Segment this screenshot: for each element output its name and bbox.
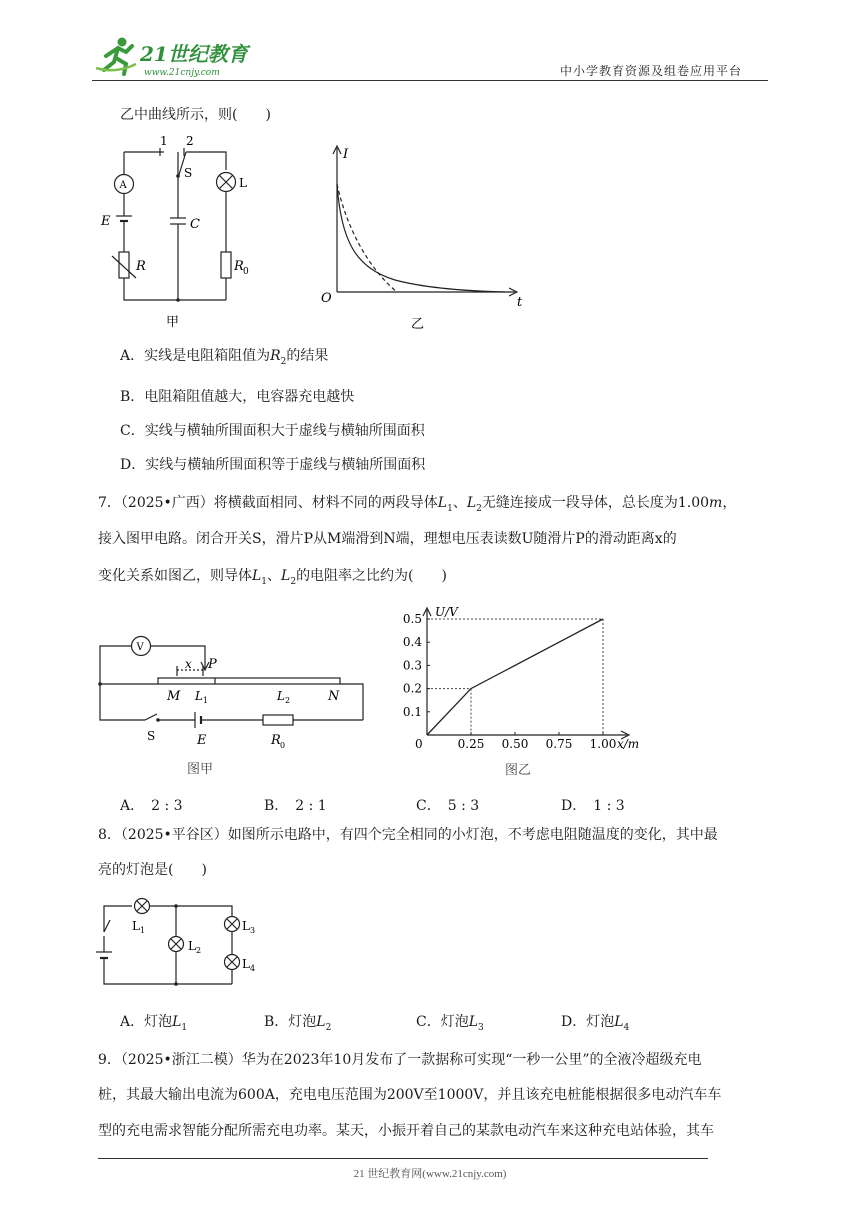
q8-circuit — [96, 892, 271, 992]
x-tick-label: 0.75 — [545, 737, 573, 751]
var-l: L — [252, 568, 262, 584]
chart-origin-label: 0 — [415, 737, 423, 751]
guide-line — [427, 619, 603, 735]
lamp-l1-label: L — [132, 919, 140, 933]
resistor-r0-sub: 0 — [280, 741, 286, 750]
i-axis-label: I — [343, 147, 349, 162]
var-l: L — [437, 495, 448, 511]
switch-label: S — [184, 166, 193, 180]
chart-xlabel: x/m — [617, 737, 640, 751]
option-text: B．灯泡 — [264, 1014, 317, 1030]
q6-option-b: B．电阻箱阻值越大，电容器充电越快 — [120, 389, 355, 405]
option-var: L — [468, 1014, 479, 1030]
q6-option-a — [120, 346, 328, 372]
footer-divider — [98, 1158, 708, 1159]
ammeter-label: A — [119, 180, 127, 191]
q7-option-c: C． 5 : 3 — [416, 798, 480, 814]
resistor-r0-subscript: 0 — [243, 267, 249, 277]
lamp-l2-sub: 2 — [196, 946, 202, 955]
q7-option-a: A． 2 : 3 — [120, 798, 183, 814]
option-sub: 3 — [478, 1022, 484, 1033]
q7-line-2: 接入图甲电路。闭合开关S，滑片P从M端滑到N端，理想电压表读数U随滑片P的滑动距离x的 — [98, 531, 677, 547]
t-axis-label: t — [517, 295, 523, 310]
var-sub: 1 — [261, 576, 268, 587]
x-tick-label: 1.00 — [589, 737, 617, 751]
rheostat-label: R — [136, 259, 146, 274]
var-sub: 2 — [476, 503, 482, 514]
figure-caption-jia: 甲 — [166, 315, 180, 330]
q8-option-d — [561, 1012, 629, 1038]
figure-caption-yi: 乙 — [411, 317, 425, 332]
chart-caption: 图乙 — [505, 763, 532, 778]
dashed-curve — [337, 184, 397, 292]
option-text: A．实线是电阻箱阻值为 — [120, 348, 271, 364]
q8-line-2: 亮的灯泡是( ) — [98, 862, 207, 878]
voltmeter-label: V — [136, 642, 144, 653]
conductor-l2-sub: 2 — [285, 696, 291, 705]
lamp-l4-sub: 4 — [250, 964, 256, 973]
q7-text: 的电阻率之比约为( ) — [296, 568, 447, 584]
distance-x-label: x — [185, 657, 192, 671]
q7-option-b: B． 2 : 1 — [264, 798, 327, 814]
switch-terminal-1: 1 — [160, 134, 168, 148]
logo-sub-text: www.21cnjy.com — [144, 68, 220, 78]
option-text: A．灯泡 — [120, 1014, 173, 1030]
option-var: L — [316, 1014, 326, 1030]
q9-line-2: 桩，其最大输出电流为600A，充电电压范围为200V至1000V，并且该充电桩能根据很多电动汽车车 — [98, 1087, 722, 1103]
option-var: L — [614, 1014, 624, 1030]
x-tick-label: 0.25 — [457, 737, 485, 751]
x-tick-label: 0.50 — [501, 737, 529, 751]
option-var: R — [270, 348, 281, 364]
var-l: L — [281, 568, 291, 584]
q8-option-c — [416, 1012, 484, 1038]
end-m-label: M — [167, 689, 181, 704]
option-sub: 2 — [325, 1022, 332, 1033]
origin-label: O — [321, 291, 332, 306]
switch-terminal-2: 2 — [186, 134, 194, 148]
lamp-l4-label: L — [242, 957, 250, 971]
q7-line-1 — [98, 493, 778, 519]
y-tick-label: 0.2 — [402, 681, 422, 696]
q7-option-d: D． 1 : 3 — [561, 798, 625, 814]
q8-option-a — [120, 1012, 187, 1038]
site-logo — [92, 34, 262, 80]
q6-circuit-jia — [98, 132, 268, 332]
unit: m — [709, 495, 723, 511]
header-divider — [92, 80, 768, 81]
q6-graph-yi — [315, 140, 535, 335]
q7-text: 无缝连接成一段导体，总长度为1.00 — [481, 495, 710, 511]
option-sub: 1 — [181, 1022, 188, 1033]
var-l: L — [466, 495, 477, 511]
var-sub: 2 — [290, 576, 297, 587]
q9-line-1: 9．（2025•浙江二模）华为在2023年10月发布了一款据称可实现“一秒一公里”的全液冷超级充电 — [98, 1052, 702, 1068]
y-tick-label: 0.5 — [402, 612, 422, 626]
var-sub: 1 — [447, 503, 453, 514]
conductor-l2-label: L — [277, 689, 285, 703]
logo-main-text: 21世纪教育 — [140, 42, 248, 66]
figure-caption-jia: 图甲 — [187, 762, 214, 777]
chart-ylabel: U/V — [435, 605, 458, 619]
lamp-l3-label: L — [242, 919, 250, 933]
lamp-l2-label: L — [188, 939, 196, 953]
lamp-l3-sub: 3 — [250, 926, 256, 935]
q6-option-c: C．实线与横轴所围面积大于虚线与横轴所围面积 — [120, 423, 425, 439]
option-text: 的结果 — [286, 348, 329, 364]
y-tick-label: 0.4 — [402, 635, 422, 650]
y-tick-label: 0.3 — [402, 658, 422, 673]
slider-p-label: P — [208, 657, 217, 672]
conductor-l1-sub: 1 — [203, 696, 209, 705]
q7-text: 、 — [452, 495, 467, 511]
q7-circuit-jia — [95, 630, 375, 780]
option-var: L — [172, 1014, 182, 1030]
lamp-label: L — [239, 176, 247, 190]
q7-text: 7．（2025•广西）将横截面相同、材料不同的两段导体 — [98, 495, 438, 511]
switch-label: S — [147, 729, 156, 743]
q7-text: 变化关系如图乙，则导体 — [98, 568, 252, 584]
platform-title: 中小学教育资源及组卷应用平台 — [560, 64, 743, 78]
lamp-l1-sub: 1 — [140, 926, 146, 935]
q7-text: 、 — [267, 568, 282, 584]
y-tick-label: 0.1 — [402, 704, 422, 719]
battery-label: E — [101, 214, 111, 229]
option-sub: 2 — [280, 356, 287, 367]
q8-option-b — [264, 1012, 331, 1038]
q9-line-3: 型的充电需求智能分配所需充电功率。某天，小振开着自己的某款电动汽车来这种充电站体验，其车 — [98, 1123, 714, 1139]
q6-continuation: 乙中曲线所示，则( ) — [120, 107, 271, 123]
q7-text: ， — [722, 495, 737, 511]
runner-icon — [96, 38, 136, 75]
q7-chart-yi — [395, 600, 665, 780]
q7-line-3 — [98, 566, 778, 592]
option-text: D．灯泡 — [561, 1014, 615, 1030]
q6-option-d: D．实线与横轴所围面积等于虚线与横轴所围面积 — [120, 457, 426, 473]
option-text: C．灯泡 — [416, 1014, 469, 1030]
option-sub: 4 — [623, 1022, 630, 1033]
end-n-label: N — [328, 689, 340, 704]
series-line — [427, 619, 603, 735]
resistor-r0-label: R — [271, 733, 281, 748]
battery-label: E — [197, 733, 207, 748]
resistor-r0-label: R — [234, 259, 244, 274]
q8-line-1: 8．（2025•平谷区）如图所示电路中，有四个完全相同的小灯泡，不考虑电阻随温度的变化，其中最 — [98, 827, 718, 843]
capacitor-label: C — [190, 217, 200, 232]
solid-curve — [337, 184, 505, 292]
conductor-l1-label: L — [195, 689, 203, 703]
footer-text: 21 世纪教育网(www.21cnjy.com) — [353, 1168, 507, 1180]
